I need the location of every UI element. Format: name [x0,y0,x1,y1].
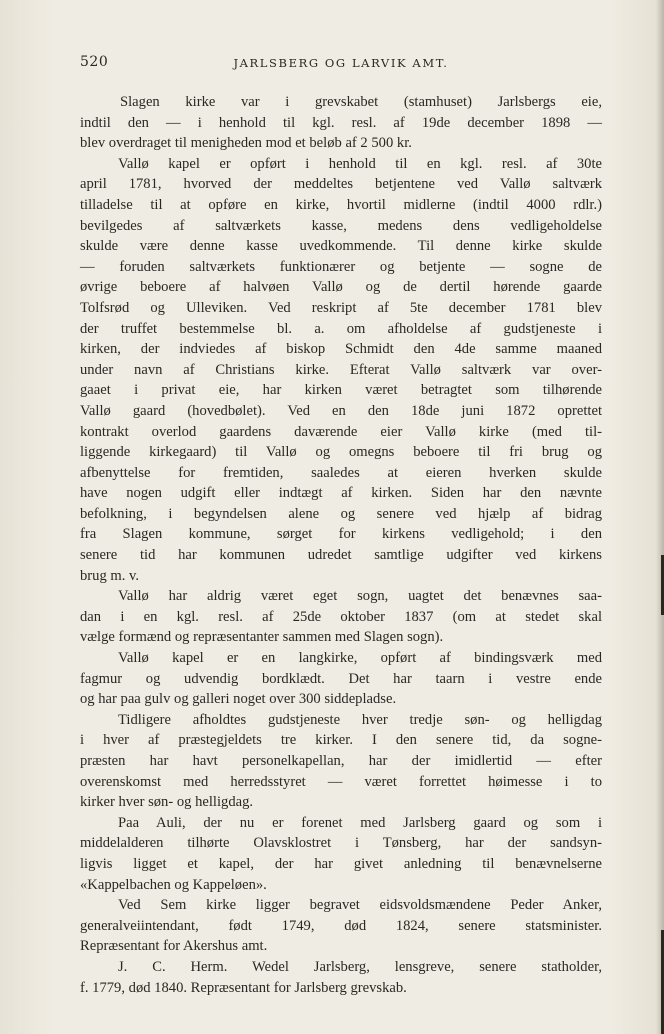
text-line: Vallø kapel er en langkirke, opført af bindingsværk med [118,650,602,667]
text-line: fra Slagen kommune, sørget for kirkens vedligehold; i den [80,526,602,543]
text-line: senere tid har kommunen udredet samtlige udgifter ved kirkens [80,547,602,564]
text-line: Ved Sem kirke ligger begravet eidsvoldsmændene Peder Anker, [118,897,602,914]
text-line: i hver af præstegjeldets tre kirker. I den senere tid, da sogne- [80,732,602,749]
text-line: april 1781, hvorved der meddeltes betjentene ved Vallø saltværk [80,176,602,193]
text-line: Tolfsrød og Ulleviken. Ved reskript af 5te december 1781 blev [80,299,602,316]
text-line: kirker hver søn- og helligdag. [80,794,254,811]
text-line: Vallø har aldrig været eget sogn, uagtet det benævnes saa- [118,588,602,605]
text-line: J. C. Herm. Wedel Jarlsberg, lensgreve, senere statholder, [118,958,602,975]
text-line: generalveiintendant, født 1749, død 1824, senere statsminister. [80,917,602,934]
paragraph [80,586,602,648]
text-line: middelalderen tilhørte Olavsklostret i Tønsberg, har der sandsyn- [80,835,602,852]
text-line: kontrakt overlod gaardens daværende eier Vallø kirke (med til- [80,423,602,440]
text-line: Slagen kirke var i grevskabet (stamhuset) Jarlsbergs eie, [120,94,602,110]
page-header [80,54,602,76]
text-line: liggende kirkegaard) til Vallø og omegns beboere til fri brug og [80,444,602,461]
text-line: gaaet i privat eie, har kirken været betragtet som tilhørende [80,382,602,399]
text-line: vælge formænd og repræsentanter sammen med Slagen sogn). [80,629,444,646]
text-line: under navn af Christians kirke. Efterat Vallø saltværk var over- [80,361,602,378]
page-edge-shadow [656,0,664,1034]
text-line: dan i en kgl. resl. af 25de oktober 1837 (om at stedet skal [80,608,602,625]
text-line: befolkning, i begyndelsen alene og senere ved hjælp af bidrag [80,505,602,522]
text-line: «Kappelbachen og Kappeløen». [80,876,267,893]
text-line: Repræsentant for Akershus amt. [80,938,268,955]
paragraph [80,895,602,957]
paragraph [80,648,602,710]
paragraph [80,154,602,586]
text-line: præsten har havt personelkapellan, har der imidlertid — efter [80,753,602,769]
text-line: øvrige beboere af halvøen Vallø og de dertil hørende gaarde [80,279,602,296]
text-line: overenskomst med herredsstyret — været forrettet høimesse i to [80,773,602,790]
text-line: — foruden saltværkets funktionærer og betjente — sogne de [80,258,602,275]
text-line: indtil den — i henhold til kgl. resl. af 19de december 1898 — [80,114,602,131]
text-line: ligvis ligget et kapel, der har givet anledning til benævnelserne [80,855,602,872]
text-line: Vallø kapel er opført i henhold til en kgl. resl. af 30te [118,155,602,172]
text-line: f. 1779, død 1840. Repræsentant for Jarlsberg grevskab. [80,979,407,996]
paragraph [80,710,602,813]
page-number: 520 [80,54,109,70]
text-line: afbenyttelse for fremtiden, saaledes at eieren hverken skulde [80,464,602,481]
text-line: skulde være denne kasse uvedkommende. Til denne kirke skulde [80,238,602,255]
running-title: JARLSBERG OG LARVIK AMT. [233,56,449,70]
body-text [80,92,602,998]
text-line: og har paa gulv og galleri noget over 300 siddepladse. [80,691,397,708]
text-line: Paa Auli, der nu er forenet med Jarlsberg gaard og som i [118,814,602,831]
text-line: have nogen udgift eller indtægt af kirken. Siden har den nævnte [80,485,602,502]
paragraph [80,92,602,154]
text-line: Tidligere afholdtes gudstjeneste hver tredje søn- og helligdag [118,711,602,728]
text-line: bevilgedes af saltværkets kasse, medens dens vedligeholdelse [80,217,602,234]
paragraph [80,957,602,998]
text-line: brug m. v. [80,567,140,584]
paragraph [80,813,602,895]
text-line: tilladelse til at opføre en kirke, hvortil midlerne (indtil 4000 rdlr.) [80,196,602,213]
text-line: blev overdraget til menigheden mod et beløb af 2 500 kr. [80,135,412,152]
text-line: kirken, der indviedes af biskop Schmidt den 4de samme maaned [80,341,602,358]
text-line: der truffet bestemmelse bl. a. om afholdelse af gudstjeneste i [80,320,602,337]
text-line: fagmur og udvendig bordklædt. Det har taarn i vestre ende [80,670,602,687]
text-line: Vallø gaard (hovedbølet). Ved en den 18de juni 1872 oprettet [80,402,602,419]
